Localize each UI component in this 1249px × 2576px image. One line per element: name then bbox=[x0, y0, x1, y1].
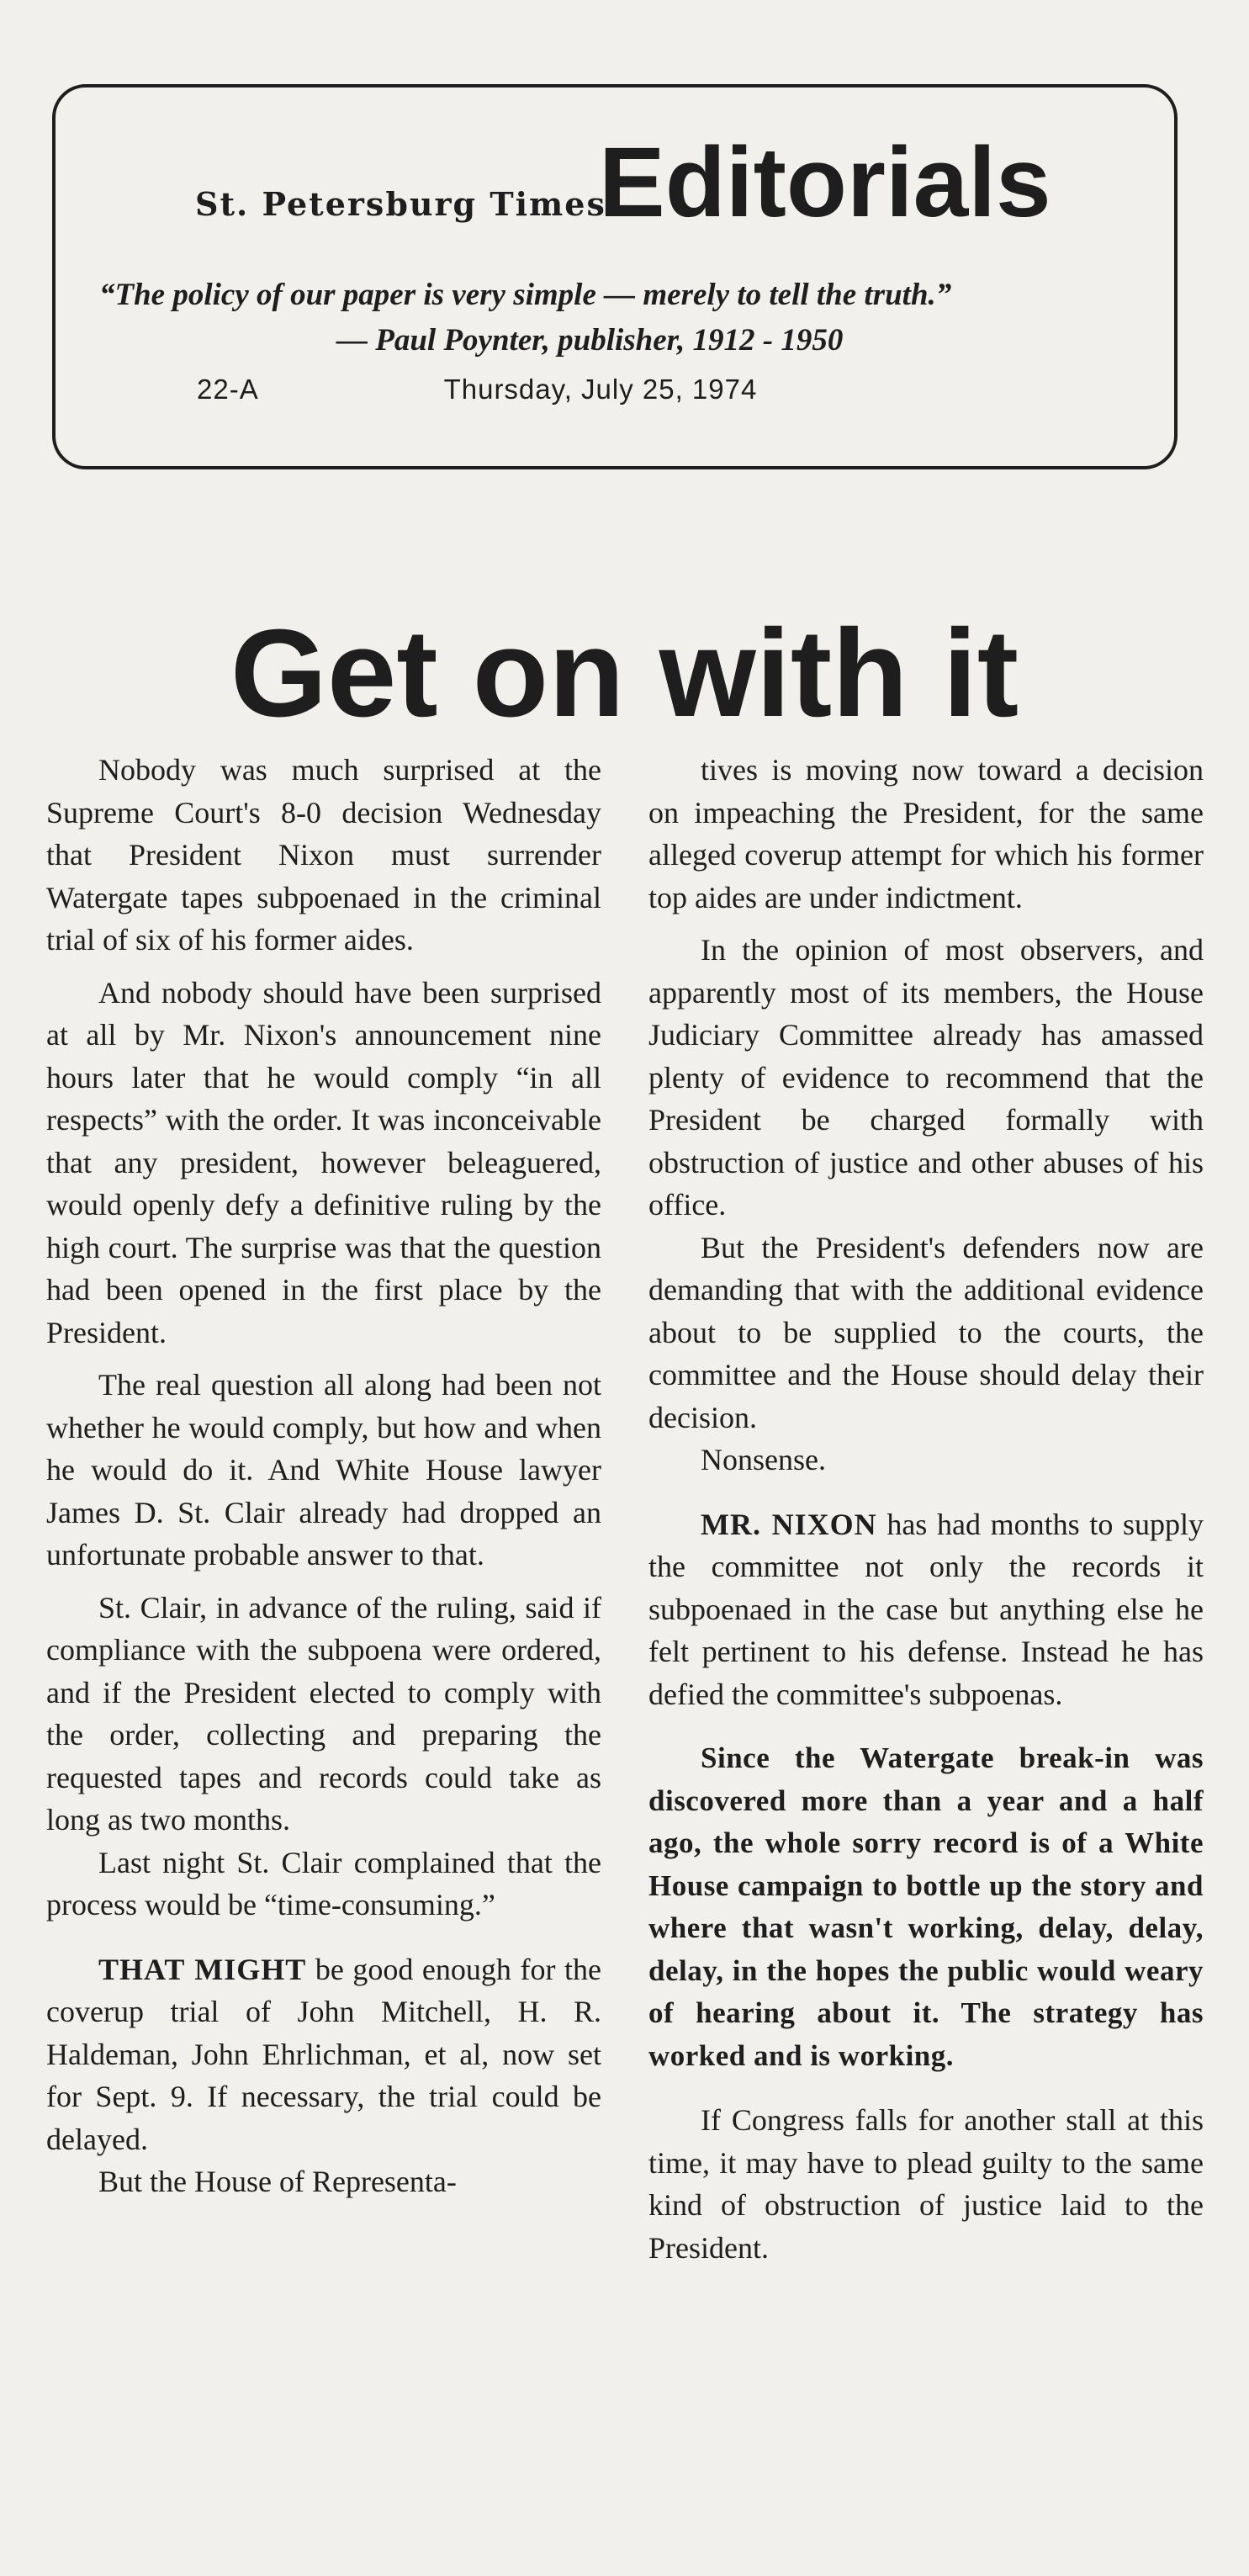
paragraph: Nonsense. bbox=[701, 1443, 826, 1476]
motto bbox=[99, 273, 1151, 363]
publication-date: Thursday, July 25, 1974 bbox=[443, 374, 758, 405]
paragraph: tives is moving now toward a decision on impeaching the President, for the same alleged coverup attempt for which his former top aides are under indictment. bbox=[648, 753, 1204, 914]
newspaper-name: St. Petersburg Times bbox=[195, 185, 606, 223]
article-column-right bbox=[648, 749, 1204, 2279]
paragraph: MR. NIXON has had months to supply the committee not only the records it subpoenaed in the case but anything else he felt pertinent to his defense. Instead he has defied the committee's subpoenas. bbox=[648, 1507, 1204, 1711]
pull-paragraph: Since the Watergate break-in was discovered more than a year and a half ago, the whole sorry record is of a White House campaign to bottle up the story and where that wasn't working, delay, delay, delay, in the hopes the public would weary of hearing about it. The strategy has worked and is working. bbox=[648, 1741, 1204, 2072]
paragraph: But the House of Representa- bbox=[98, 2165, 457, 2198]
editorial-headline: Get on with it bbox=[230, 604, 1019, 743]
paragraph: The real question all along had been not whether he would comply, but how and when he would do it. And White House lawyer James D. St. Clair already had dropped an unfortunate probable answer to that. bbox=[46, 1368, 601, 1572]
paragraph: In the opinion of most observers, and apparently most of its members, the House Judiciary Committee already has amassed plenty of evidence to recommend that the President be charged formally with obstruction of justice and other abuses of his office. bbox=[648, 933, 1204, 1222]
masthead-title-row bbox=[56, 127, 1174, 257]
motto-attribution: — Paul Poynter, publisher, 1912 - 1950 bbox=[336, 323, 844, 358]
paragraph-lead-in: THAT MIGHT bbox=[98, 1952, 307, 1986]
paragraph: THAT MIGHT be good enough for the coverup trial of John Mitchell, H. R. Haldeman, John Ehrlichman, et al, now set for Sept. 9. If necessary, the trial could be delayed. bbox=[46, 1952, 601, 2156]
section-title: Editorials bbox=[599, 127, 1051, 238]
masthead-box bbox=[52, 84, 1178, 469]
paragraph-lead-in: MR. NIXON bbox=[701, 1507, 877, 1541]
paragraph: But the President's defenders now are demanding that with the additional evidence about to be supplied to the courts, the committee and the House should delay their decision. bbox=[648, 1230, 1204, 1434]
paragraph: Last night St. Clair complained that the process would be “time-consuming.” bbox=[46, 1845, 601, 1921]
dateline bbox=[197, 374, 757, 405]
paragraph: Nobody was much surprised at the Supreme Court's 8-0 decision Wednesday that President Nixon must surrender Watergate tapes subpoenaed in the criminal trial of six of his former aides. bbox=[46, 753, 601, 957]
motto-quote: “The policy of our paper is very simple — merely to tell the truth.” bbox=[99, 278, 952, 312]
paragraph: St. Clair, in advance of the ruling, said if compliance with the subpoena were ordered, and if the President elected to comply with the order, collecting and preparing the requested tapes and records could take as long as two months. bbox=[46, 1590, 601, 1837]
page-number: 22-A bbox=[197, 374, 259, 405]
paragraph: If Congress falls for another stall at this time, it may have to plead guilty to the same kind of obstruction of justice laid to the President. bbox=[648, 2103, 1204, 2265]
article-column-left bbox=[46, 749, 601, 2213]
paragraph: And nobody should have been surprised at all by Mr. Nixon's announcement nine hours later that he would comply “in all respects” with the order. It was inconceivable that any president, however beleaguered, would openly defy a definitive ruling by the high court. The surprise was that the question had been opened in the first place by the President. bbox=[46, 975, 601, 1349]
